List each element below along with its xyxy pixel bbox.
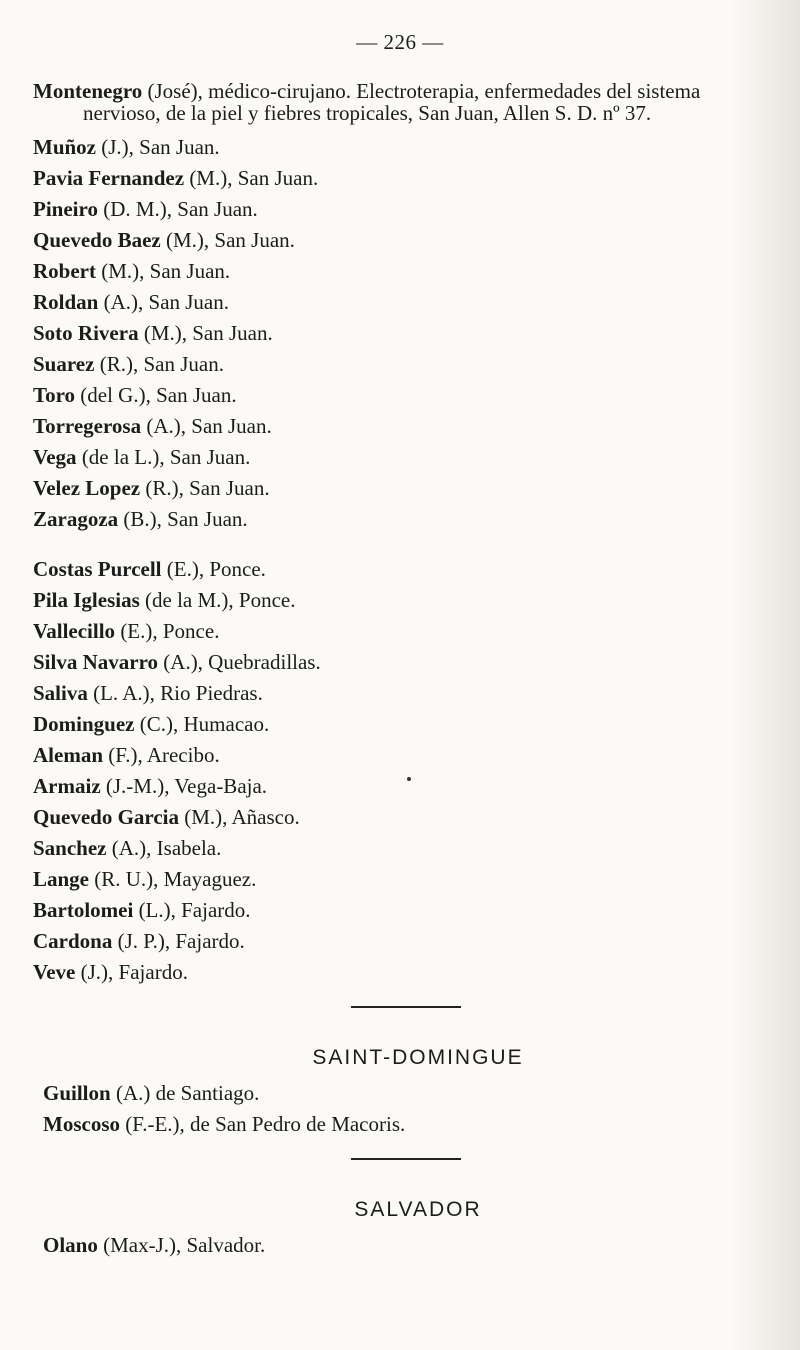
entry-surname: Torregerosa bbox=[33, 414, 142, 438]
ink-speck bbox=[407, 777, 411, 781]
entry-details: (de la M.), Ponce. bbox=[139, 588, 296, 612]
entry-details: (J.-M.), Vega-Baja. bbox=[100, 774, 268, 798]
entry-details: (A.), San Juan. bbox=[98, 290, 230, 314]
entry-details: (J. P.), Fajardo. bbox=[112, 929, 245, 953]
entry-details: (F.-E.), de San Pedro de Macoris. bbox=[120, 1112, 406, 1136]
entry-details: (A.), San Juan. bbox=[141, 414, 272, 438]
directory-entry bbox=[43, 1109, 763, 1140]
entry-details: (R. U.), Mayaguez. bbox=[89, 867, 257, 891]
entry-details: (M.), San Juan. bbox=[160, 228, 295, 252]
other-towns-list bbox=[33, 554, 763, 988]
entry-surname: Sanchez bbox=[33, 836, 107, 860]
entry-surname: Dominguez bbox=[33, 712, 135, 736]
entry-details: (M.), San Juan. bbox=[184, 166, 319, 190]
entry-surname: Guillon bbox=[43, 1081, 111, 1105]
directory-entry bbox=[33, 349, 763, 380]
entry-surname: Soto Rivera bbox=[33, 321, 139, 345]
directory-entry bbox=[33, 616, 763, 647]
directory-entry bbox=[33, 957, 763, 988]
entry-details: (M.), San Juan. bbox=[95, 259, 231, 283]
directory-entry bbox=[33, 132, 763, 163]
entry-surname: Vega bbox=[33, 445, 77, 469]
entry-surname: Pavia Fernandez bbox=[33, 166, 185, 190]
directory-entry bbox=[33, 802, 763, 833]
group-gap bbox=[33, 535, 763, 554]
saint-domingue-list bbox=[33, 1078, 763, 1140]
entry-surname: Vallecillo bbox=[33, 619, 116, 643]
entry-details: (M.), Añasco. bbox=[179, 805, 300, 829]
section-title-saint-domingue: SAINT-DOMINGUE bbox=[312, 1046, 524, 1069]
directory-entry bbox=[33, 740, 763, 771]
entry-surname: Pineiro bbox=[33, 197, 98, 221]
directory-entry bbox=[33, 163, 763, 194]
directory-entry bbox=[43, 1078, 763, 1109]
entry-surname: Olano bbox=[43, 1233, 98, 1257]
directory-entry bbox=[33, 864, 763, 895]
directory-entry bbox=[33, 709, 763, 740]
entry-details: (de la L.), San Juan. bbox=[76, 445, 251, 469]
directory-entry bbox=[33, 585, 763, 616]
entry-details: (L.), Fajardo. bbox=[133, 898, 251, 922]
salvador-list bbox=[33, 1230, 763, 1261]
entry-surname: Montenegro bbox=[33, 79, 143, 103]
entry-surname: Bartolomei bbox=[33, 898, 134, 922]
directory-entry bbox=[33, 473, 763, 504]
entry-details: (L. A.), Rio Piedras. bbox=[87, 681, 263, 705]
entry-surname: Lange bbox=[33, 867, 90, 891]
directory-entry bbox=[33, 647, 763, 678]
entry-details: (M.), San Juan. bbox=[138, 321, 273, 345]
entry-details: (B.), San Juan. bbox=[118, 507, 248, 531]
entry-surname: Moscoso bbox=[43, 1112, 120, 1136]
entry-surname: Zaragoza bbox=[33, 507, 119, 531]
directory-entry bbox=[33, 554, 763, 585]
directory-entry bbox=[33, 380, 763, 411]
directory-entry bbox=[33, 194, 763, 225]
entry-surname: Robert bbox=[33, 259, 96, 283]
directory-entry bbox=[33, 678, 763, 709]
entry-surname: Aleman bbox=[33, 743, 103, 767]
entry-surname: Armaiz bbox=[33, 774, 101, 798]
entry-surname: Suarez bbox=[33, 352, 95, 376]
entry-surname: Toro bbox=[33, 383, 76, 407]
directory-entry bbox=[33, 80, 763, 124]
section-divider bbox=[351, 1158, 461, 1160]
directory-entry bbox=[33, 256, 763, 287]
entry-details: (R.), San Juan. bbox=[140, 476, 270, 500]
directory-entry bbox=[43, 1230, 763, 1261]
entry-details: (A.), Quebradillas. bbox=[158, 650, 321, 674]
entry-details: (del G.), San Juan. bbox=[75, 383, 237, 407]
directory-entry bbox=[33, 411, 763, 442]
directory-entry bbox=[33, 287, 763, 318]
entry-details: (A.), Isabela. bbox=[106, 836, 222, 860]
directory-entry bbox=[33, 771, 763, 802]
directory-entry bbox=[33, 318, 763, 349]
section-title-salvador: SALVADOR bbox=[354, 1198, 482, 1221]
directory-entry bbox=[33, 926, 763, 957]
entry-details: (C.), Humacao. bbox=[134, 712, 270, 736]
entry-surname: Quevedo Baez bbox=[33, 228, 161, 252]
section-divider bbox=[351, 1006, 461, 1008]
entry-surname: Cardona bbox=[33, 929, 113, 953]
entry-surname: Velez Lopez bbox=[33, 476, 141, 500]
entry-details: (A.) de Santiago. bbox=[110, 1081, 260, 1105]
directory-entry bbox=[33, 895, 763, 926]
entry-details: (R.), San Juan. bbox=[94, 352, 224, 376]
entry-surname: Veve bbox=[33, 960, 76, 984]
san-juan-list bbox=[33, 80, 763, 535]
entry-details: (E.), Ponce. bbox=[115, 619, 220, 643]
entry-surname: Muñoz bbox=[33, 135, 96, 159]
directory-entries bbox=[33, 80, 763, 1261]
page-number: — 226 — bbox=[356, 30, 444, 54]
entry-surname: Pila Iglesias bbox=[33, 588, 140, 612]
directory-entry bbox=[33, 225, 763, 256]
entry-details: (E.), Ponce. bbox=[161, 557, 266, 581]
directory-entry bbox=[33, 833, 763, 864]
entry-surname: Costas Purcell bbox=[33, 557, 162, 581]
entry-details: (José), médico-cirujano. Electroterapia, enfermedades del sistema nervioso, de la piel y fiebres tropicales, San Juan, Allen S. D. nº 37. bbox=[83, 79, 701, 125]
entry-details: (D. M.), San Juan. bbox=[97, 197, 258, 221]
directory-entry bbox=[33, 442, 763, 473]
entry-surname: Silva Navarro bbox=[33, 650, 159, 674]
entry-surname: Roldan bbox=[33, 290, 99, 314]
entry-details: (Max-J.), Salvador. bbox=[97, 1233, 266, 1257]
entry-details: (J.), Fajardo. bbox=[75, 960, 188, 984]
directory-entry bbox=[33, 504, 763, 535]
entry-details: (J.), San Juan. bbox=[96, 135, 220, 159]
entry-surname: Quevedo Garcia bbox=[33, 805, 180, 829]
entry-surname: Saliva bbox=[33, 681, 88, 705]
entry-details: (F.), Arecibo. bbox=[103, 743, 220, 767]
